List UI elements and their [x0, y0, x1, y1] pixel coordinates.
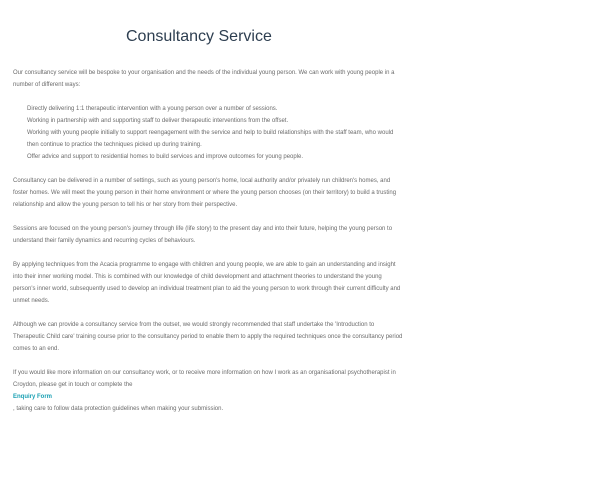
- closing-paragraph: If you would like more information on our consultancy work, or to receive more information on how I work as an organisational psychotherapist in Croydon, please get in touch or complete the: [13, 370, 396, 388]
- sessions-paragraph: Sessions are focused on the young person's journey through life (life story) to the present day and into their future, helping the young person to understand their family dynamics and recurring cycles of behaviours.: [13, 226, 393, 244]
- list-item: Directly delivering 1:1 therapeutic intervention with a young person over a number of sessions.: [27, 106, 278, 112]
- techniques-paragraph: By applying techniques from the Acacia programme to engage with children and young people, we are able to gain an understanding and insight into their inner working model. This is combined with our knowledge of child development and attachment theories to understand the young person's inner world, subsequently used to develop an individual treatment plan to aid the young person to work through their current difficulty and unmet needs.: [13, 262, 401, 304]
- settings-paragraph: Consultancy can be delivered in a number of settings, such as young person's home, local authority and/or privately run children's homes, and foster homes. We will meet the young person in their home environment or where the young person chooses (on their territory) to build a trusting relationship and allow the young person to tell his or her story from their perspective.: [13, 178, 397, 208]
- closing-tail: , taking care to follow data protection guidelines when making your submission.: [13, 406, 224, 412]
- training-paragraph: Although we can provide a consultancy service from the outset, we would strongly recommended that staff undertake the 'Introduction to Therapeutic Child care' training course prior to the consultancy period to enable them to apply the required techniques once the consultancy period comes to an end.: [13, 322, 403, 352]
- enquiry-form-link[interactable]: Enquiry Form: [13, 394, 53, 400]
- list-item: Offer advice and support to residential homes to build services and improve outcomes for young people.: [27, 154, 304, 160]
- main-content: [13, 67, 403, 415]
- list-item: Working in partnership with and supporting staff to deliver therapeutic interventions from the offset.: [27, 118, 289, 124]
- page-title: Consultancy Service: [126, 28, 272, 45]
- intro-paragraph: Our consultancy service will be bespoke to your organisation and the needs of the individual young person. We can work with young people in a number of different ways:: [13, 70, 395, 88]
- list-item: Working with young people initially to support reengagement with the service and help to build relationships with the staff team, who would then continue to practice the techniques picked up during training.: [27, 130, 394, 148]
- service-list: [13, 103, 403, 163]
